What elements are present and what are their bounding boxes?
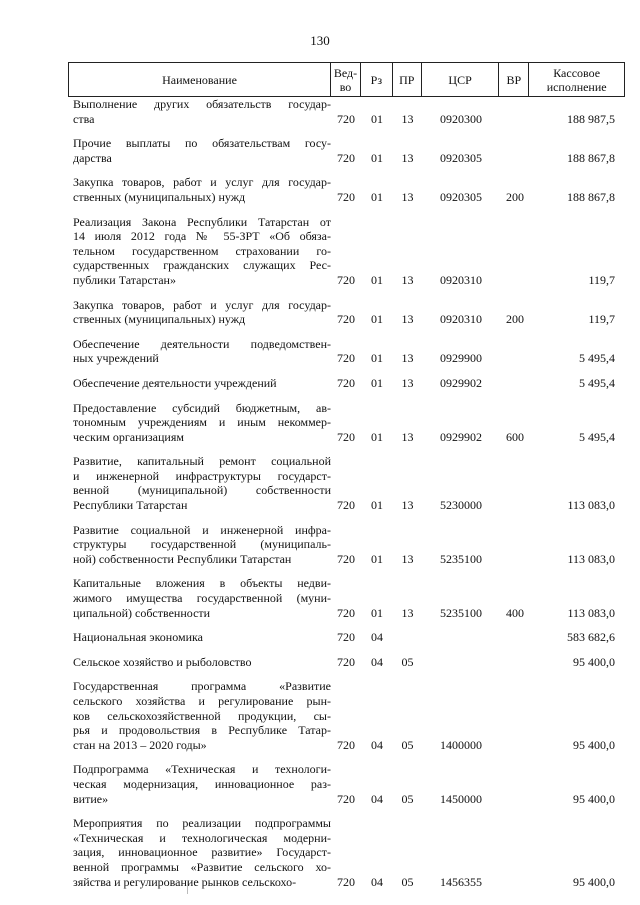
- row-pr: 05: [401, 737, 414, 752]
- table-row: [68, 523, 625, 567]
- row-csr: 0929902: [440, 429, 482, 444]
- row-ved: 720: [337, 312, 355, 327]
- table-header: [68, 62, 625, 97]
- row-rz: 01: [371, 272, 383, 287]
- row-amount: 5 495,4: [579, 351, 615, 366]
- row-rz: 04: [371, 737, 383, 752]
- row-ved: 720: [337, 351, 355, 366]
- row-ved: 720: [337, 737, 355, 752]
- row-ved: 720: [337, 429, 355, 444]
- row-name: [68, 523, 331, 567]
- row-name: [68, 401, 331, 445]
- row-ved: 720: [337, 272, 355, 287]
- row-name: [68, 136, 331, 165]
- row-rz: 01: [371, 429, 383, 444]
- row-gap: [68, 669, 625, 679]
- row-name-line: Национальная экономика: [73, 630, 203, 645]
- row-rz: 01: [371, 551, 383, 566]
- header-kass-line1: Кассовое: [553, 65, 601, 80]
- row-csr: 1456355: [440, 874, 482, 889]
- row-vr: 200: [506, 189, 524, 204]
- row-rz: 01: [371, 312, 383, 327]
- row-csr: 1400000: [440, 737, 482, 752]
- row-ved: 720: [337, 605, 355, 620]
- header-name: Наименование: [69, 63, 331, 96]
- row-name-line: ственных (муниципальных) нужд: [73, 189, 246, 204]
- row-ved: 720: [337, 375, 355, 390]
- row-name-line: Развитие, капитальный ремонт социальной: [73, 454, 331, 469]
- row-rz: 01: [371, 375, 383, 390]
- row-pr: 13: [401, 498, 414, 513]
- row-pr: 13: [401, 312, 414, 327]
- row-name-line: рья и продовольствия в Республике Татар-: [73, 723, 331, 738]
- row-name-line: сельского хозяйства и регулирование рын-: [73, 694, 331, 708]
- row-amount: 188 987,5: [567, 111, 615, 126]
- table-row: [68, 630, 625, 645]
- row-pr: 13: [401, 272, 414, 287]
- header-vr: ВР: [499, 63, 529, 96]
- header-ved-line2: во: [339, 79, 352, 94]
- header-ved-line1: Вед-: [333, 65, 358, 80]
- row-name-line: Реализация Закона Республики Татарстан от: [73, 214, 331, 229]
- row-name-line: зация, инновационное развитие» Государст-: [73, 845, 331, 860]
- row-vr: 400: [506, 605, 524, 620]
- row-gap: [68, 165, 625, 175]
- row-name-line: зяйства и регулирование рынков сельскохо-: [73, 874, 297, 889]
- row-rz: 01: [371, 111, 383, 126]
- row-rz: 04: [371, 654, 383, 669]
- row-name-line: публики Татарстан»: [73, 272, 176, 287]
- row-name: [68, 175, 331, 204]
- row-name-line: тономным учреждениям и иным некоммер-: [73, 415, 331, 430]
- header-csr: ЦСР: [422, 63, 500, 96]
- row-csr: 0920310: [440, 312, 482, 327]
- row-ved: 720: [337, 874, 355, 889]
- table-row: [68, 97, 625, 126]
- row-name: [68, 816, 331, 889]
- row-gap: [68, 566, 625, 576]
- row-name: [68, 762, 331, 806]
- row-pr: 13: [401, 429, 414, 444]
- row-name-line: венной (муниципальной) собственности: [73, 483, 331, 498]
- table-row: [68, 215, 625, 288]
- row-amount: 95 400,0: [573, 791, 615, 806]
- row-pr: 13: [401, 375, 414, 390]
- header-kass-line2: исполнение: [546, 79, 607, 94]
- row-ved: 720: [337, 189, 355, 204]
- row-amount: 113 083,0: [567, 498, 615, 513]
- row-name-line: Мероприятия по реализации подпрограммы: [73, 816, 331, 831]
- table-row: [68, 401, 625, 445]
- row-name-line: ков сельскохозяйственной продукции, сы-: [73, 708, 331, 723]
- page-number: 130: [310, 33, 330, 48]
- row-gap: [68, 645, 625, 655]
- row-gap: [68, 513, 625, 523]
- row-name-line: Сельское хозяйство и рыболовство: [73, 654, 252, 669]
- row-name-line: Прочие выплаты по обязательствам госу-: [73, 136, 331, 151]
- row-name: [68, 655, 331, 670]
- row-csr: 5235100: [440, 551, 482, 566]
- header-kass: [529, 63, 624, 96]
- row-pr: 13: [401, 605, 414, 620]
- row-amount: 95 400,0: [573, 737, 615, 752]
- row-pr: 13: [401, 150, 414, 165]
- row-name-line: Республики Татарстан: [73, 498, 188, 513]
- row-name-line: Предоставление субсидий бюджетным, ав-: [73, 400, 331, 415]
- row-name-line: Капитальные вложения в объекты недви-: [73, 576, 331, 591]
- row-name: [68, 454, 331, 512]
- row-name-line: ной) собственности Республики Татарстан: [73, 551, 292, 566]
- row-name: [68, 97, 331, 126]
- row-pr: 13: [401, 551, 414, 566]
- row-name-line: тельном государственном страховании го-: [73, 243, 331, 258]
- table-row: [68, 454, 625, 512]
- row-pr: 05: [401, 874, 414, 889]
- table-row: [68, 298, 625, 327]
- row-ved: 720: [337, 551, 355, 566]
- row-ved: 720: [337, 630, 355, 645]
- row-amount: 95 400,0: [573, 654, 615, 669]
- row-rz: 04: [371, 874, 383, 889]
- row-rz: 01: [371, 498, 383, 513]
- row-name-line: ственных (муниципальных) нужд: [73, 312, 246, 327]
- table-row: [68, 576, 625, 620]
- row-name-line: «Техническая и технологическая модерни-: [73, 830, 331, 845]
- row-name-line: Обеспечение деятельности учреждений: [73, 375, 277, 390]
- row-csr: 0929902: [440, 375, 482, 390]
- row-gap: [68, 806, 625, 816]
- row-csr: 5235100: [440, 605, 482, 620]
- row-name: [68, 215, 331, 288]
- row-name-line: Подпрограмма «Техническая и технологи-: [73, 762, 331, 777]
- row-name: [68, 630, 331, 645]
- row-amount: 188 867,8: [567, 150, 615, 165]
- row-name: [68, 298, 331, 327]
- row-name-line: жимого имущества государственной (муни-: [73, 591, 331, 606]
- row-csr: 0929900: [440, 351, 482, 366]
- row-ved: 720: [337, 498, 355, 513]
- table-row: [68, 175, 625, 204]
- table-row: [68, 376, 625, 391]
- table-row: [68, 816, 625, 889]
- row-name: [68, 576, 331, 620]
- table-row: [68, 655, 625, 670]
- row-pr: 13: [401, 351, 414, 366]
- row-name-line: ных учреждений: [73, 351, 159, 366]
- row-amount: 119,7: [588, 312, 615, 327]
- row-gap: [68, 444, 625, 454]
- row-name: [68, 337, 331, 366]
- row-ved: 720: [337, 111, 355, 126]
- row-gap: [68, 752, 625, 762]
- row-gap: [68, 126, 625, 136]
- row-gap: [68, 205, 625, 215]
- row-pr: 05: [401, 654, 414, 669]
- row-name-line: ческая модернизация, инновационное раз-: [73, 776, 331, 791]
- row-rz: 04: [371, 630, 383, 645]
- row-amount: 583 682,6: [567, 630, 615, 645]
- row-rz: 01: [371, 351, 383, 366]
- row-name-line: венной программы «Развитие сельского хо-: [73, 859, 331, 874]
- row-gap: [68, 327, 625, 337]
- row-rz: 04: [371, 791, 383, 806]
- row-name-line: витие»: [73, 791, 109, 806]
- row-csr: 0920305: [440, 189, 482, 204]
- row-name-line: Государственная программа «Развитие: [73, 679, 331, 694]
- row-gap: [68, 620, 625, 630]
- row-rz: 01: [371, 605, 383, 620]
- row-gap: [68, 288, 625, 298]
- row-amount: 113 083,0: [567, 605, 615, 620]
- row-name-line: стан на 2013 – 2020 годы»: [73, 737, 207, 752]
- row-name-line: ципальной) собственности: [73, 605, 211, 620]
- row-rz: 01: [371, 150, 383, 165]
- table-row: [68, 679, 625, 752]
- row-rz: 01: [371, 189, 383, 204]
- row-name-line: Обеспечение деятельности подведомствен-: [73, 336, 331, 351]
- row-vr: 200: [506, 312, 524, 327]
- row-csr: 0920310: [440, 272, 482, 287]
- row-amount: 119,7: [588, 272, 615, 287]
- row-amount: 113 083,0: [567, 551, 615, 566]
- table-row: [68, 136, 625, 165]
- row-amount: 5 495,4: [579, 429, 615, 444]
- table-row: [68, 762, 625, 806]
- row-name-line: сударственных гражданских служащих Рес-: [73, 258, 331, 273]
- row-ved: 720: [337, 654, 355, 669]
- row-gap: [68, 391, 625, 401]
- row-name: [68, 376, 331, 391]
- row-name-line: ческим организациям: [73, 429, 184, 444]
- row-ved: 720: [337, 791, 355, 806]
- header-rz: Рз: [361, 63, 393, 96]
- row-amount: 95 400,0: [573, 874, 615, 889]
- row-csr: 0920305: [440, 150, 482, 165]
- row-name-line: дарства: [73, 150, 112, 165]
- row-name-line: ства: [73, 111, 95, 126]
- row-name-line: Закупка товаров, работ и услуг для государ-: [73, 297, 331, 312]
- row-pr: 13: [401, 189, 414, 204]
- row-name-line: 14 июля 2012 года № 55-ЗРТ «Об обяза-: [73, 229, 331, 244]
- row-ved: 720: [337, 150, 355, 165]
- row-name-line: Закупка товаров, работ и услуг для государ-: [73, 175, 331, 190]
- row-name-line: структуры государственной (муниципаль-: [73, 537, 331, 552]
- scan-mark: [187, 880, 190, 894]
- row-name: [68, 679, 331, 752]
- row-amount: 5 495,4: [579, 375, 615, 390]
- row-amount: 188 867,8: [567, 189, 615, 204]
- row-name-line: Развитие социальной и инженерной инфра-: [73, 522, 331, 537]
- row-name-line: Выполнение других обязательств государ-: [73, 97, 331, 111]
- header-pr: ПР: [393, 63, 422, 96]
- row-vr: 600: [506, 429, 524, 444]
- row-csr: 1450000: [440, 791, 482, 806]
- row-name-line: и инженерной инфраструктуры государст-: [73, 468, 331, 483]
- row-csr: 0920300: [440, 111, 482, 126]
- row-csr: 5230000: [440, 498, 482, 513]
- table-row: [68, 337, 625, 366]
- row-pr: 05: [401, 791, 414, 806]
- row-pr: 13: [401, 111, 414, 126]
- header-ved: [331, 63, 361, 96]
- row-gap: [68, 366, 625, 376]
- table-body: [68, 97, 625, 889]
